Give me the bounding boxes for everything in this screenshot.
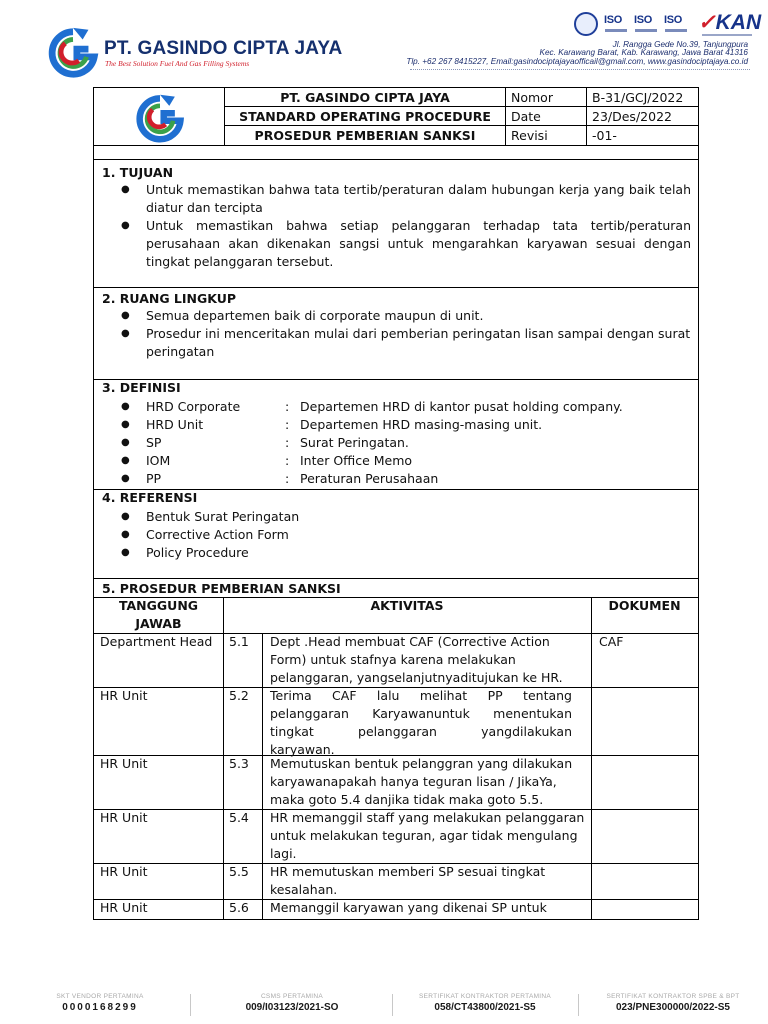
bullet-text: Untuk memastikan bahwa tata tertib/peraturan dalam hubungan kerja yang baik telah diatur dan tercipta xyxy=(146,182,691,215)
footer-caption: SERTIFIKAT KONTRAKTOR SPBE & BPT xyxy=(606,993,740,1000)
section-referensi xyxy=(94,490,698,579)
header-company: PT. GASINDO CIPTA JAYA xyxy=(225,88,506,107)
bullet-text: Untuk memastikan bahwa setiap pelanggaran terhadap tata tertib/peraturan perusahaan akan dikenakan sangsi untuk mengarahkan karyawan sesuai dengan xyxy=(146,218,691,251)
definition-row: ● HRD Unit : Departemen HRD masing-masing unit. xyxy=(121,417,543,432)
section-title: 1. TUJUAN xyxy=(102,165,174,180)
document-header xyxy=(94,88,698,146)
footer-caption: SERTIFIKAT KONTRAKTOR PERTAMINA xyxy=(418,993,552,1000)
bullet-icon: ● xyxy=(121,511,130,522)
table-cell-pic: HR Unit xyxy=(100,810,148,825)
table-cell-activity: HR memutuskan memberi SP sesuai tingkat kesalahan. xyxy=(270,864,546,897)
section-prosedur xyxy=(94,579,698,919)
kan-badge: ✓KAN xyxy=(698,11,762,34)
header-doc-type: STANDARD OPERATING PROCEDURE xyxy=(225,107,506,126)
table-cell-step: 5.1 xyxy=(229,634,249,649)
bullet-icon: ● xyxy=(121,529,130,540)
section-tujuan xyxy=(94,160,698,288)
definition-term: IOM xyxy=(146,453,171,468)
definition-desc: Peraturan Perusahaan xyxy=(300,471,439,486)
footer-cert xyxy=(584,993,762,1013)
definition-row: ● IOM : Inter Office Memo xyxy=(121,453,413,468)
nomor-value: B-31/GCJ/2022 xyxy=(587,88,698,107)
iso-badge: ISO xyxy=(634,14,653,26)
table-cell-step: 5.4 xyxy=(229,810,249,825)
definition-term: HRD Corporate xyxy=(146,399,241,414)
bullet-text: Policy Procedure xyxy=(146,545,249,560)
letterhead-tagline: The Best Solution Fuel And Gas Filling Systems xyxy=(105,59,250,68)
bullet-icon: ● xyxy=(121,547,130,558)
definition-row: ● HRD Corporate : Departemen HRD di kantor pusat holding company. xyxy=(121,399,623,414)
letterhead-divider xyxy=(410,69,750,70)
section-definisi xyxy=(94,380,698,490)
header-title: PROSEDUR PEMBERIAN SANKSI xyxy=(225,126,506,146)
table-cell-step: 5.2 xyxy=(229,688,249,703)
bullet-icon: ● xyxy=(121,220,130,231)
section-title: 3. DEFINISI xyxy=(102,380,181,395)
footer-number: 0000168299 xyxy=(62,1002,138,1013)
address-line: Jl. Rangga Gede No.39, Tanjungpura xyxy=(612,40,748,49)
bullet-text-continued: tingkat pelanggaran tersebut. xyxy=(146,254,334,269)
table-cell-activity: Memanggil karyawan yang dikenai SP untuk xyxy=(270,900,547,915)
bullet-icon: ● xyxy=(121,184,130,195)
definition-term: SP xyxy=(146,435,162,450)
revisi-value: -01- xyxy=(592,128,617,143)
table-cell-document: CAF xyxy=(599,634,624,649)
seal-icon xyxy=(574,12,598,36)
footer-cert xyxy=(400,993,570,1013)
date-label: Date xyxy=(506,107,587,126)
section-title: 5. PROSEDUR PEMBERIAN SANKSI xyxy=(102,581,341,596)
column-header-document: DOKUMEN xyxy=(608,598,681,613)
section-title: 2. RUANG LINGKUP xyxy=(102,291,237,306)
company-logo xyxy=(44,24,102,80)
header-logo-cell xyxy=(94,88,225,146)
table-cell-pic: HR Unit xyxy=(100,688,148,703)
bullet-text: Semua departemen baik di corporate maupun di unit. xyxy=(146,308,484,323)
footer-number: 023/PNE300000/2022-S5 xyxy=(616,1002,730,1013)
definition-row: ● SP : Surat Peringatan. xyxy=(121,435,409,450)
definition-desc: Departemen HRD masing-masing unit. xyxy=(300,417,543,432)
bullet-icon: ● xyxy=(121,310,130,321)
table-cell-step: 5.5 xyxy=(229,864,249,879)
footer-caption: CSMS PERTAMINA xyxy=(260,993,324,1000)
table-cell-pic: Department Head xyxy=(100,634,213,649)
revisi-label: Revisi xyxy=(506,126,587,146)
footer-caption: SKT VENDOR PERTAMINA xyxy=(56,993,144,1000)
column-header-pic: TANGGUNG JAWAB xyxy=(118,598,199,631)
table-cell-pic: HR Unit xyxy=(100,864,148,879)
address-line: Kec. Karawang Barat, Kab. Karawang, Jawa Barat 41316 xyxy=(539,48,748,57)
company-logo xyxy=(132,91,188,143)
iso-badge: ISO xyxy=(664,14,683,26)
table-cell-activity: Terima CAF lalu melihat PP tentang pelanggaran Karyawanuntuk menentukan tingkat pelanggaran yangdilakukan karyawan. xyxy=(270,688,572,757)
spacer-row xyxy=(94,146,698,160)
definition-row: ● PP : Peraturan Perusahaan xyxy=(121,471,439,486)
bullet-icon: ● xyxy=(121,401,130,412)
iso-badge: ISO xyxy=(604,14,623,26)
table-cell-activity: HR memanggil staff yang melakukan pelanggaran untuk melakukan teguran, agar tidak mengulang lagi. xyxy=(270,810,585,861)
table-cell-activity: Dept .Head membuat CAF (Corrective Action Form) untuk stafnya karena melakukan pelanggaran, yangselanjutnyaditujukan ke HR. xyxy=(270,634,563,685)
column-header-activity: AKTIVITAS xyxy=(370,598,444,613)
table-cell-pic: HR Unit xyxy=(100,756,148,771)
nomor-label: Nomor xyxy=(506,88,587,107)
footer-number: 058/CT43800/2021-S5 xyxy=(434,1002,536,1013)
bullet-icon: ● xyxy=(121,455,130,466)
table-cell-activity: Memutuskan bentuk pelanggran yang dilakukan karyawanapakah hanya teguran lisan / JikaYa, maka goto 5.4 danjika tidak maka goto 5.5. xyxy=(270,756,573,807)
section-title: 4. REFERENSI xyxy=(102,490,198,505)
bullet-text: Bentuk Surat Peringatan xyxy=(146,509,300,524)
definition-desc: Inter Office Memo xyxy=(300,453,413,468)
sop-document xyxy=(93,87,699,920)
letterhead-company-name: PT. GASINDO CIPTA JAYA xyxy=(104,38,343,59)
contact-line: Tlp. +62 267 8415227, Email:gasindociptajayaofficail@gmail.com, www.gasindociptajaya.co.id xyxy=(406,57,748,66)
footer-number: 009/I03123/2021-SO xyxy=(245,1002,339,1013)
table-cell-step: 5.3 xyxy=(229,756,249,771)
bullet-icon: ● xyxy=(121,419,130,430)
bullet-icon: ● xyxy=(121,437,130,448)
date-value: 23/Des/2022 xyxy=(587,107,698,126)
certification-badges xyxy=(574,10,762,40)
footer-cert xyxy=(212,993,372,1013)
definition-term: HRD Unit xyxy=(146,417,204,432)
bullet-icon: ● xyxy=(121,473,130,484)
definition-desc: Departemen HRD di kantor pusat holding company. xyxy=(300,399,623,414)
table-cell-pic: HR Unit xyxy=(100,900,148,915)
definition-term: PP xyxy=(146,471,162,486)
table-cell-step: 5.6 xyxy=(229,900,249,915)
definition-desc: Surat Peringatan. xyxy=(300,435,409,450)
footer-cert xyxy=(30,993,170,1013)
section-ruang-lingkup xyxy=(94,288,698,380)
bullet-text: Corrective Action Form xyxy=(146,527,289,542)
kan-check-icon: ✓ xyxy=(698,11,716,34)
bullet-text: Prosedur ini menceritakan mulai dari pemberian peringatan lisan sampai dengan surat peringatan xyxy=(146,326,691,359)
bullet-icon: ● xyxy=(121,328,130,339)
